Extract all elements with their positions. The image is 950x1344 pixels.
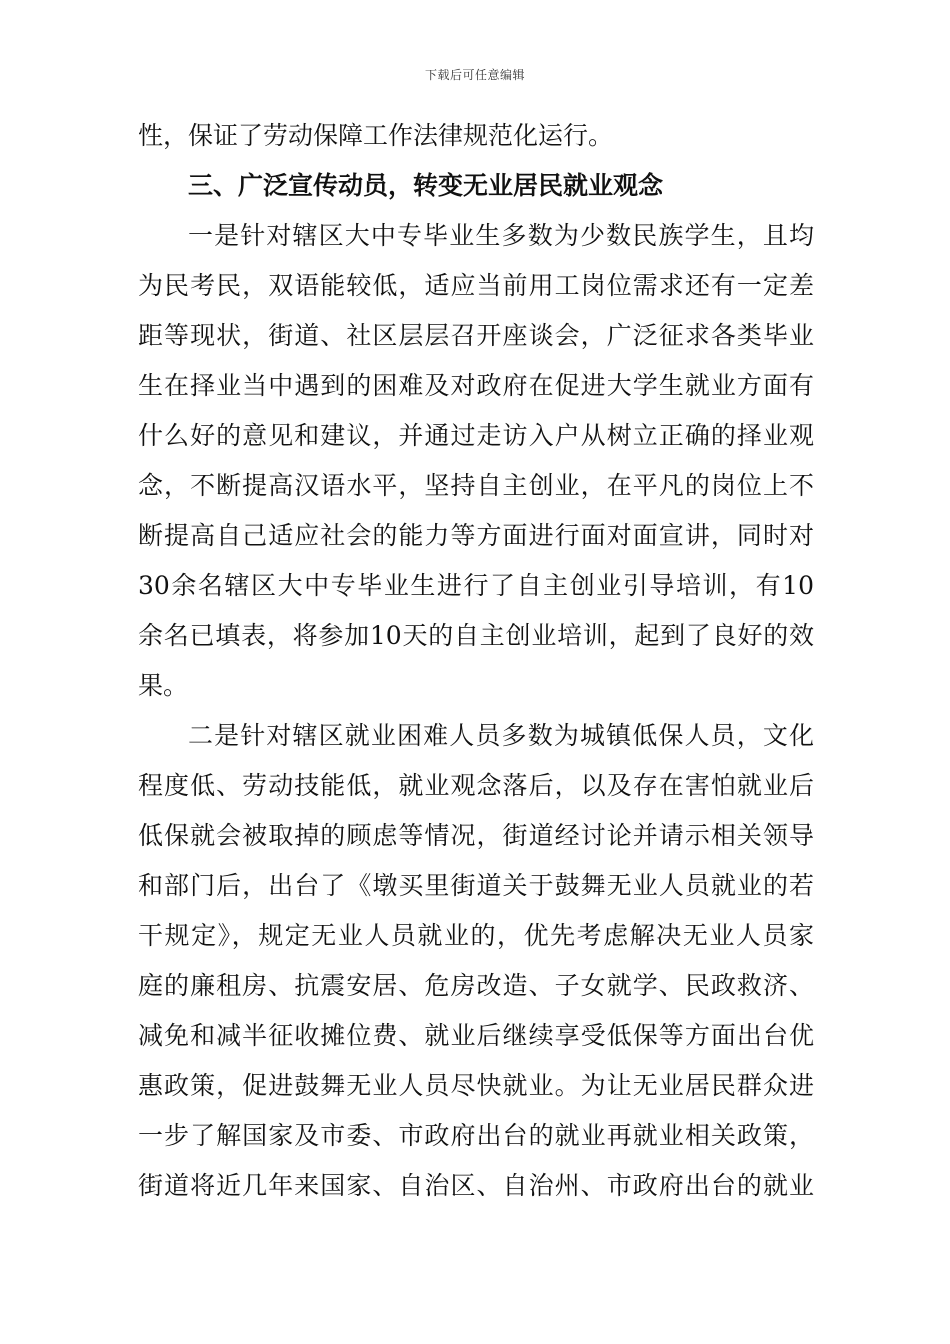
text-line: 干规定》，规定无业人员就业的，优先考虑解决无业人员家 — [138, 921, 814, 950]
text-line: 性，保证了劳动保障工作法律规范化运行。 — [138, 121, 614, 150]
text-line: 低保就会被取掉的顾虑等情况，街道经讨论并请示相关领导 — [138, 821, 814, 850]
text-line: 一是针对辖区大中专毕业生多数为少数民族学生，且均 — [188, 221, 814, 250]
text-line: 二是针对辖区就业困难人员多数为城镇低保人员，文化 — [188, 721, 814, 750]
text-line: 余名已填表，将参加10天的自主创业培训，起到了良好的效 — [138, 621, 814, 650]
text-line: 为民考民，双语能较低，适应当前用工岗位需求还有一定差 — [138, 271, 814, 300]
text-line: 距等现状，街道、社区层层召开座谈会，广泛征求各类毕业 — [138, 321, 814, 350]
text-line: 程度低、劳动技能低，就业观念落后，以及存在害怕就业后 — [138, 771, 814, 800]
text-line: 生在择业当中遇到的困难及对政府在促进大学生就业方面有 — [138, 371, 814, 400]
section-heading: 三、广泛宣传动员，转变无业居民就业观念 — [188, 171, 664, 200]
text-line: 街道将近几年来国家、自治区、自治州、市政府出台的就业 — [138, 1171, 814, 1200]
text-line: 庭的廉租房、抗震安居、危房改造、子女就学、民政救济、 — [138, 971, 814, 1000]
text-line: 一步了解国家及市委、市政府出台的就业再就业相关政策， — [138, 1121, 814, 1150]
text-line: 减免和减半征收摊位费、就业后继续享受低保等方面出台优 — [138, 1021, 814, 1050]
text-line: 惠政策，促进鼓舞无业人员尽快就业。为让无业居民群众进 — [138, 1071, 814, 1100]
text-line: 和部门后，出台了《墩买里街道关于鼓舞无业人员就业的若 — [138, 871, 814, 900]
page-header: 下载后可任意编辑 — [424, 68, 525, 82]
text-line: 念，不断提高汉语水平，坚持自主创业，在平凡的岗位上不 — [138, 471, 814, 500]
text-line: 30余名辖区大中专毕业生进行了自主创业引导培训，有10 — [138, 571, 814, 600]
text-line: 什么好的意见和建议，并通过走访入户从树立正确的择业观 — [138, 421, 814, 450]
text-line: 断提高自己适应社会的能力等方面进行面对面宣讲，同时对 — [138, 521, 814, 550]
text-line: 果。 — [138, 671, 189, 700]
